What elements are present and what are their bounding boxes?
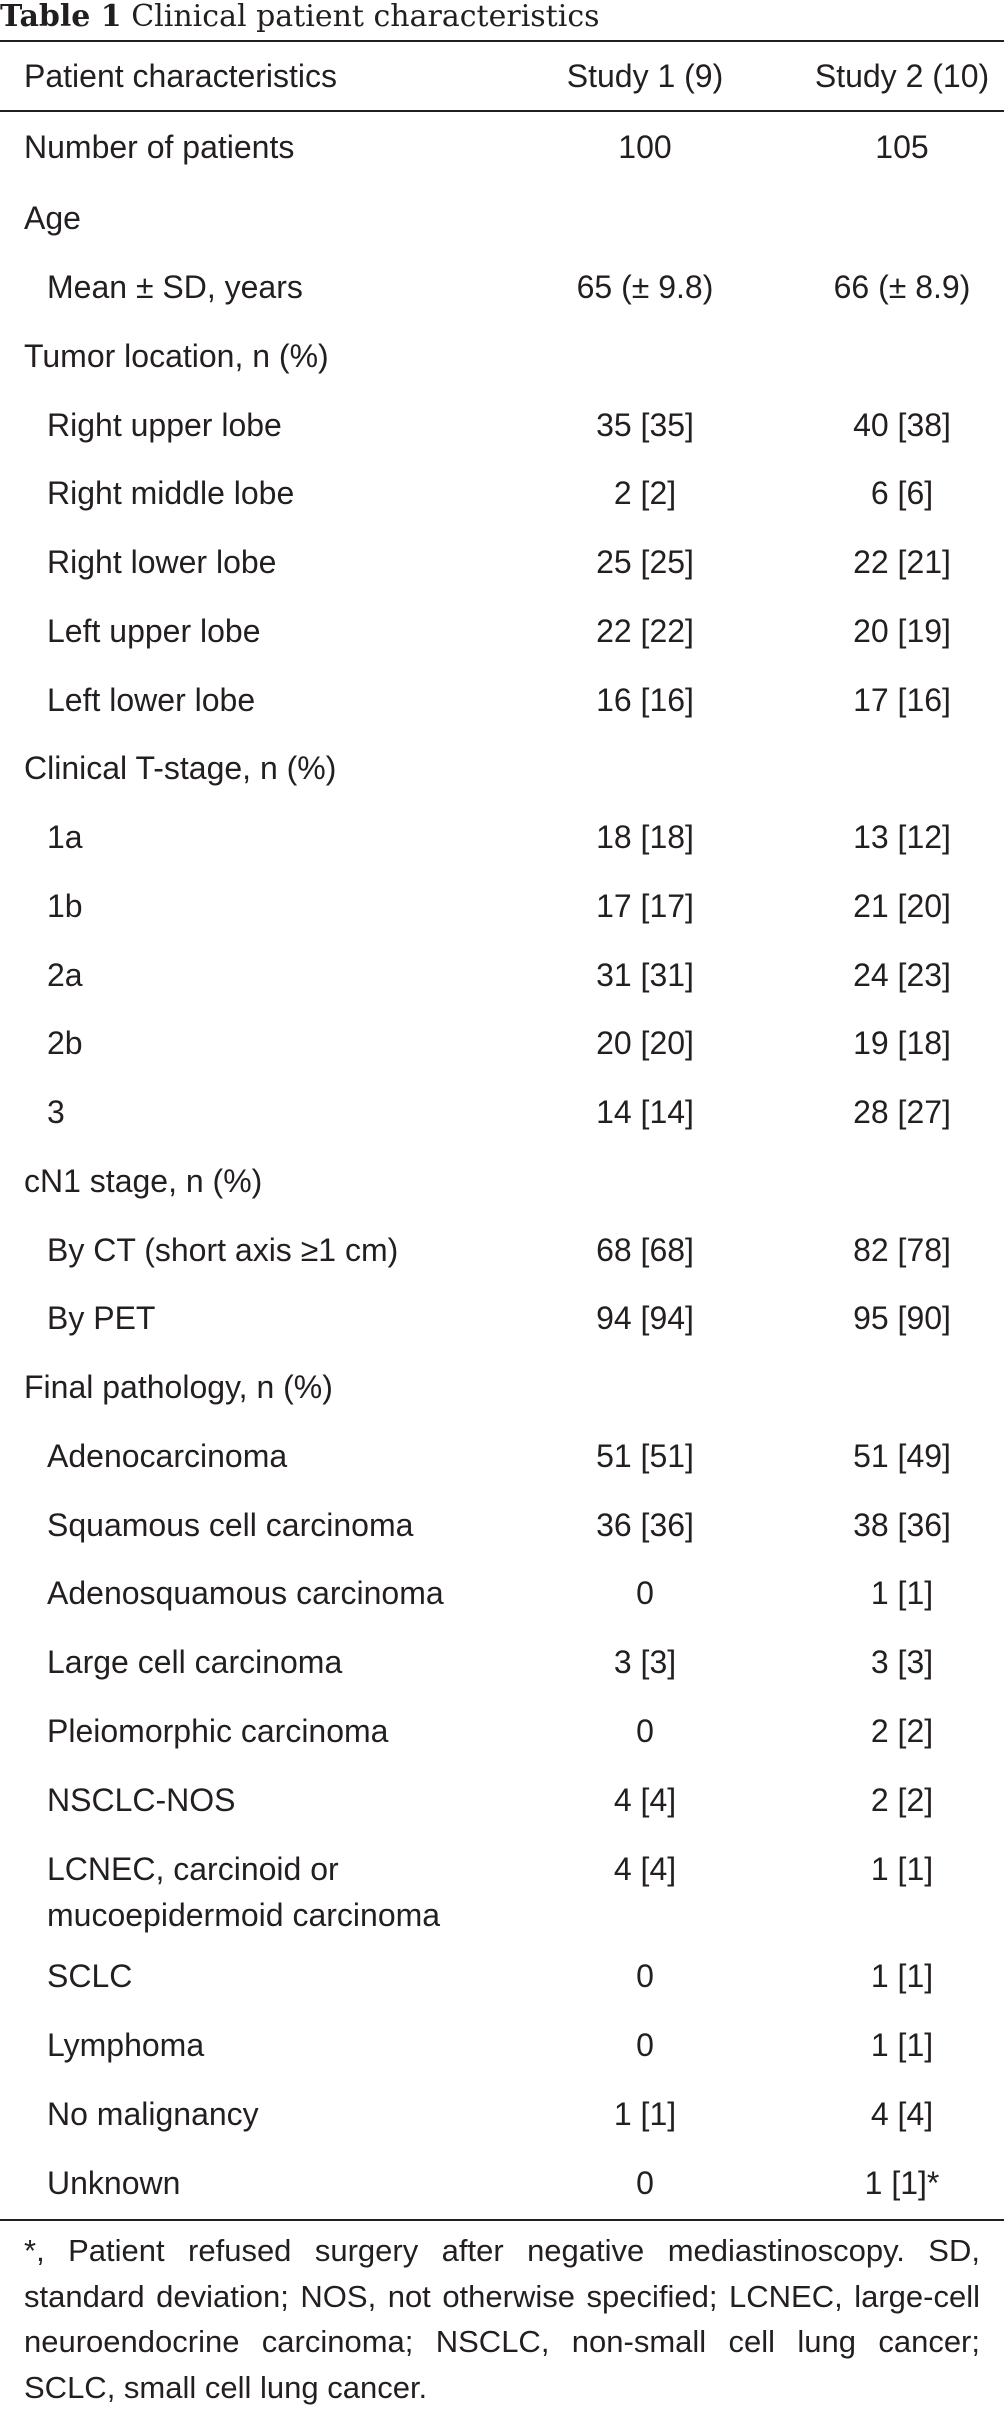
row-sublabel: Mean ± SD, years bbox=[47, 269, 303, 306]
study-2-value: 22 [21] bbox=[853, 544, 951, 581]
study-2-value: 1 [1] bbox=[870, 2027, 934, 2064]
study-2-value: 1 [1]* bbox=[864, 2164, 940, 2201]
study-1-value: 4 [4] bbox=[613, 1781, 677, 1818]
header-rule bbox=[0, 110, 1004, 112]
table-row bbox=[0, 1628, 1004, 1697]
table-caption-label: Table 1 bbox=[0, 0, 122, 34]
study-2-value: 1 [1] bbox=[870, 1851, 934, 1887]
study-1-value: 0 bbox=[636, 2027, 654, 2064]
study-2-value bbox=[790, 1353, 1004, 1422]
row-category-label: Tumor location, n (%) bbox=[24, 337, 329, 374]
study-2-value bbox=[790, 322, 1004, 391]
row-sublabel: 3 bbox=[47, 1094, 65, 1131]
study-1-value: 2 [2] bbox=[613, 475, 677, 512]
study-1-value: 20 [20] bbox=[596, 1025, 694, 1062]
header-row bbox=[0, 42, 1004, 110]
table-row bbox=[0, 459, 1004, 528]
table-caption-title: Clinical patient characteristics bbox=[131, 0, 600, 34]
table-row bbox=[0, 1834, 1004, 1942]
study-2-value bbox=[790, 1147, 1004, 1216]
row-sublabel: Pleiomorphic carcinoma bbox=[47, 1712, 389, 1749]
study-1-value: 17 [17] bbox=[596, 887, 694, 924]
table-row bbox=[0, 803, 1004, 872]
study-2-value: 13 [12] bbox=[853, 819, 951, 856]
study-1-value: 18 [18] bbox=[596, 819, 694, 856]
table-row bbox=[0, 110, 1004, 184]
study-1-value bbox=[530, 184, 790, 253]
study-2-value: 3 [3] bbox=[870, 1644, 934, 1681]
table-row bbox=[0, 1284, 1004, 1353]
study-2-value: 1 [1] bbox=[870, 1958, 934, 1995]
row-sublabel: Squamous cell carcinoma bbox=[47, 1506, 414, 1543]
study-1-value: 14 [14] bbox=[596, 1094, 694, 1131]
study-2-value: 105 bbox=[875, 129, 929, 165]
table-row bbox=[0, 665, 1004, 734]
table-row bbox=[0, 2011, 1004, 2080]
table-row bbox=[0, 1697, 1004, 1766]
study-1-value bbox=[530, 734, 790, 803]
table-row bbox=[0, 597, 1004, 666]
row-sublabel: Large cell carcinoma bbox=[47, 1644, 343, 1681]
table-row bbox=[0, 1078, 1004, 1147]
table-row bbox=[0, 1559, 1004, 1628]
study-2-value: 19 [18] bbox=[853, 1025, 951, 1062]
study-2-value: 20 [19] bbox=[853, 612, 951, 649]
table-footnote: *, Patient refused surgery after negative mediastinoscopy. SD, standard deviation; NOS, not otherwise specified; LCNEC, large-cell neuroendocrine carcinoma; NSCLC, non-small cell lung cancer; SCLC, small cell lung cancer. bbox=[24, 2233, 980, 2405]
study-1-value: 0 bbox=[636, 2164, 654, 2201]
table-row bbox=[0, 253, 1004, 322]
table-row bbox=[0, 734, 1004, 803]
table-row bbox=[0, 940, 1004, 1009]
table-row bbox=[0, 1765, 1004, 1834]
table-row bbox=[0, 322, 1004, 391]
table-row bbox=[0, 1215, 1004, 1284]
study-2-value: 40 [38] bbox=[853, 406, 951, 443]
row-label-line: mucoepidermoid carcinoma bbox=[47, 1897, 441, 1933]
table-caption bbox=[0, 0, 600, 40]
study-1-value bbox=[530, 1353, 790, 1422]
study-1-value: 35 [35] bbox=[596, 406, 694, 443]
study-1-value: 65 (± 9.8) bbox=[576, 269, 714, 306]
study-1-value: 68 [68] bbox=[596, 1231, 694, 1268]
row-sublabel: Unknown bbox=[47, 2164, 181, 2201]
study-1-value: 22 [22] bbox=[596, 612, 694, 649]
row-sublabel bbox=[0, 1834, 530, 1942]
table-row bbox=[0, 2080, 1004, 2149]
table-row bbox=[0, 528, 1004, 597]
table-body bbox=[0, 110, 1004, 2217]
study-2-value bbox=[790, 184, 1004, 253]
row-sublabel: No malignancy bbox=[47, 2095, 259, 2132]
study-2-value: 17 [16] bbox=[853, 681, 951, 718]
study-1-value: 100 bbox=[618, 129, 672, 165]
study-2-value: 51 [49] bbox=[853, 1437, 951, 1474]
study-2-value bbox=[790, 734, 1004, 803]
study-1-value: 25 [25] bbox=[596, 544, 694, 581]
table-row bbox=[0, 1009, 1004, 1078]
table-row bbox=[0, 872, 1004, 941]
table-row bbox=[0, 390, 1004, 459]
study-2-value: 66 (± 8.9) bbox=[833, 269, 971, 306]
row-category-label: Final pathology, n (%) bbox=[24, 1369, 333, 1406]
study-1-value bbox=[530, 322, 790, 391]
study-1-value bbox=[530, 1147, 790, 1216]
row-sublabel: By PET bbox=[47, 1300, 156, 1337]
study-1-value: 1 [1] bbox=[613, 2095, 677, 2132]
table-row bbox=[0, 1490, 1004, 1559]
bottom-rule bbox=[0, 2219, 1004, 2221]
row-sublabel: 2b bbox=[47, 1025, 83, 1062]
row-sublabel: Adenocarcinoma bbox=[47, 1437, 288, 1474]
row-sublabel: Right lower lobe bbox=[47, 544, 277, 581]
study-1-value: 0 bbox=[636, 1575, 654, 1612]
table-row bbox=[0, 184, 1004, 253]
table-row bbox=[0, 1942, 1004, 2011]
table-row bbox=[0, 1147, 1004, 1216]
row-category-label: Number of patients bbox=[24, 129, 295, 165]
study-1-value: 94 [94] bbox=[596, 1300, 694, 1337]
row-sublabel: 1b bbox=[47, 887, 83, 924]
study-1-value: 0 bbox=[636, 1958, 654, 1995]
row-sublabel: Left upper lobe bbox=[47, 612, 261, 649]
study-1-value: 51 [51] bbox=[596, 1437, 694, 1474]
row-sublabel: Right upper lobe bbox=[47, 406, 282, 443]
table-row bbox=[0, 1353, 1004, 1422]
row-sublabel: Lymphoma bbox=[47, 2027, 205, 2064]
study-2-value: 82 [78] bbox=[853, 1231, 951, 1268]
row-sublabel: SCLC bbox=[47, 1958, 133, 1995]
study-2-value: 4 [4] bbox=[870, 2095, 934, 2132]
study-1-value: 31 [31] bbox=[596, 956, 694, 993]
row-sublabel: 2a bbox=[47, 956, 83, 993]
study-2-value: 38 [36] bbox=[853, 1506, 951, 1543]
study-1-value: 4 [4] bbox=[613, 1851, 677, 1887]
row-sublabel: Left lower lobe bbox=[47, 681, 256, 718]
row-category-label: cN1 stage, n (%) bbox=[24, 1162, 263, 1199]
row-label-line: LCNEC, carcinoid or bbox=[47, 1851, 339, 1887]
study-2-value: 95 [90] bbox=[853, 1300, 951, 1337]
study-1-value: 0 bbox=[636, 1712, 654, 1749]
study-1-value: 16 [16] bbox=[596, 681, 694, 718]
study-2-value: 6 [6] bbox=[870, 475, 934, 512]
table-row bbox=[0, 1422, 1004, 1491]
header-patient-characteristics: Patient characteristics bbox=[24, 58, 338, 94]
table-header bbox=[0, 42, 1004, 110]
row-sublabel: 1a bbox=[47, 819, 83, 856]
row-category-label: Clinical T-stage, n (%) bbox=[24, 750, 337, 787]
study-2-value: 2 [2] bbox=[870, 1712, 934, 1749]
row-sublabel: By CT (short axis ≥1 cm) bbox=[47, 1231, 399, 1268]
study-2-value: 1 [1] bbox=[870, 1575, 934, 1612]
row-sublabel: NSCLC-NOS bbox=[47, 1781, 236, 1818]
study-2-value: 21 [20] bbox=[853, 887, 951, 924]
study-2-value: 24 [23] bbox=[853, 956, 951, 993]
table-row bbox=[0, 2148, 1004, 2217]
header-study-1: Study 1 (9) bbox=[566, 58, 724, 94]
study-2-value: 28 [27] bbox=[853, 1094, 951, 1131]
row-sublabel: Adenosquamous carcinoma bbox=[47, 1575, 444, 1612]
study-2-value: 2 [2] bbox=[870, 1781, 934, 1818]
row-category-label: Age bbox=[24, 200, 81, 237]
header-study-2: Study 2 (10) bbox=[814, 58, 990, 94]
patient-characteristics-table bbox=[0, 42, 1004, 2217]
row-sublabel: Right middle lobe bbox=[47, 475, 295, 512]
study-1-value: 36 [36] bbox=[596, 1506, 694, 1543]
study-1-value: 3 [3] bbox=[613, 1644, 677, 1681]
